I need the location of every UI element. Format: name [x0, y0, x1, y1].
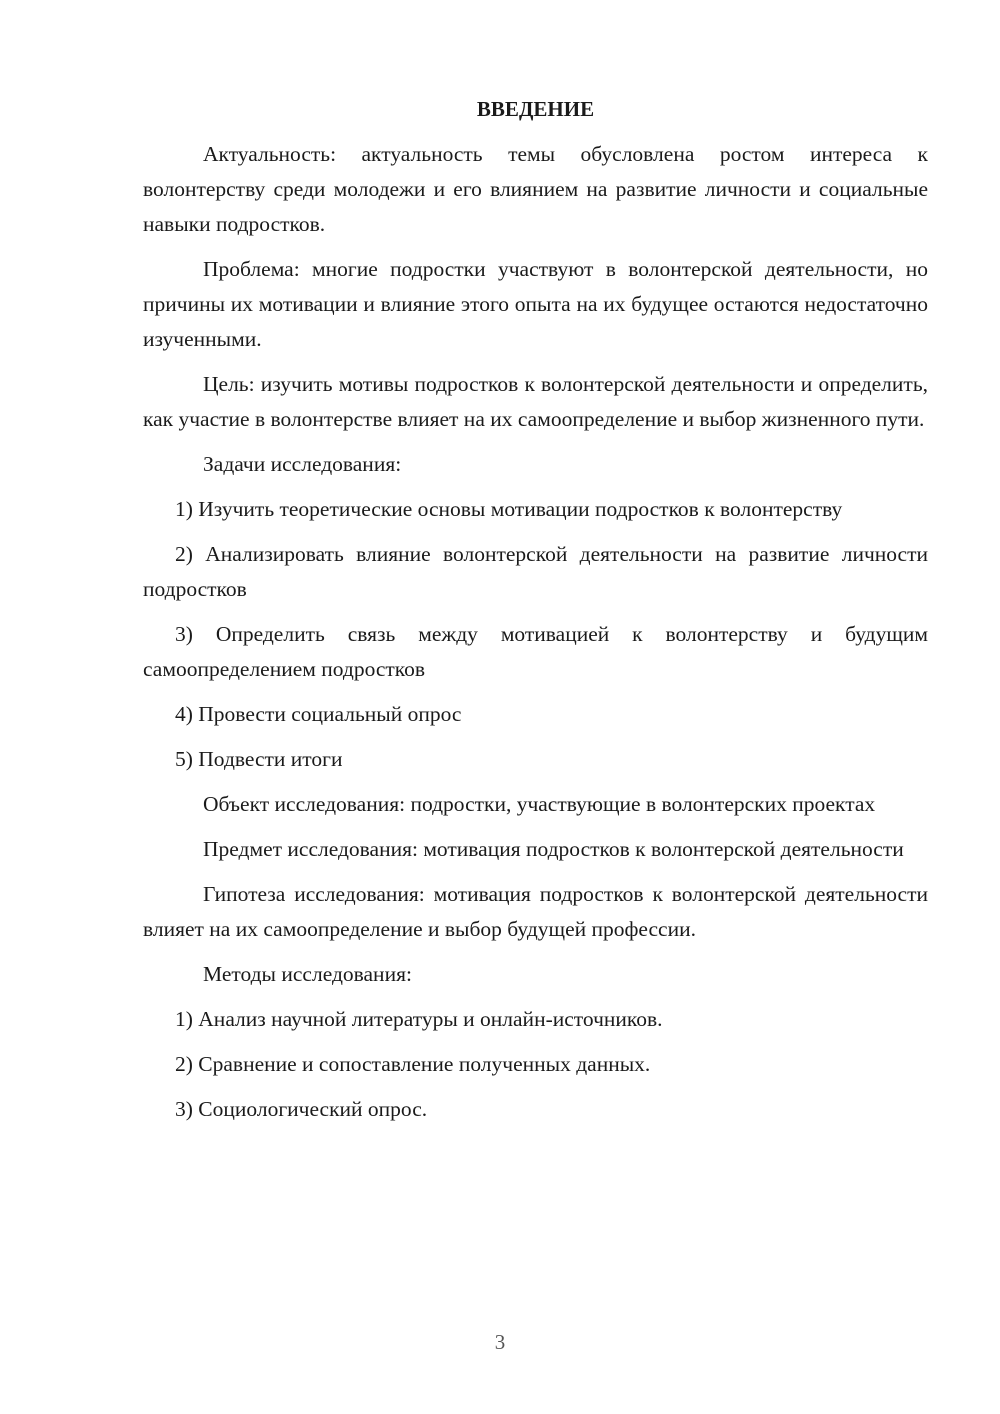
task-item-5: 5) Подвести итоги [175, 747, 343, 771]
object-paragraph: Объект исследования: подростки, участвующие в волонтерских проектах [203, 792, 876, 816]
method-item-1: 1) Анализ научной литературы и онлайн-источников. [175, 1007, 663, 1031]
goal-paragraph: Цель: изучить мотивы подростков к волонтерской деятельности и определить, как участие в волонтерстве влияет на их самоопределение и выбор жизненного пути. [143, 372, 928, 431]
page-number: 3 [494, 1330, 506, 1354]
task-item-1: 1) Изучить теоретические основы мотивации подростков к волонтерству [175, 497, 843, 521]
method-item-2: 2) Сравнение и сопоставление полученных данных. [175, 1052, 651, 1076]
tasks-heading: Задачи исследования: [203, 452, 402, 476]
problem-paragraph: Проблема: многие подростки участвуют в волонтерской деятельности, но причины их мотивации и влияние этого опыта на их будущее остаются недостаточно изученными. [143, 257, 928, 351]
subject-paragraph: Предмет исследования: мотивация подростков к волонтерской деятельности [203, 837, 904, 861]
hypothesis-paragraph: Гипотеза исследования: мотивация подростков к волонтерской деятельности влияет на их самоопределение и выбор будущей профессии. [143, 882, 928, 941]
task-item-4: 4) Провести социальный опрос [175, 702, 462, 726]
page-title: ВВЕДЕНИЕ [476, 97, 595, 121]
task-item-2: 2) Анализировать влияние волонтерской деятельности на развитие личности подростков [143, 542, 928, 601]
relevance-paragraph: Актуальность: актуальность темы обусловлена ростом интереса к волонтерству среди молодежи и его влиянием на развитие личности и социальные навыки подростков. [143, 142, 928, 236]
document-page [143, 92, 928, 1137]
methods-heading: Методы исследования: [203, 962, 412, 986]
method-item-3: 3) Социологический опрос. [175, 1097, 428, 1121]
task-item-3: 3) Определить связь между мотивацией к волонтерству и будущим самоопределением подростков [143, 622, 928, 681]
